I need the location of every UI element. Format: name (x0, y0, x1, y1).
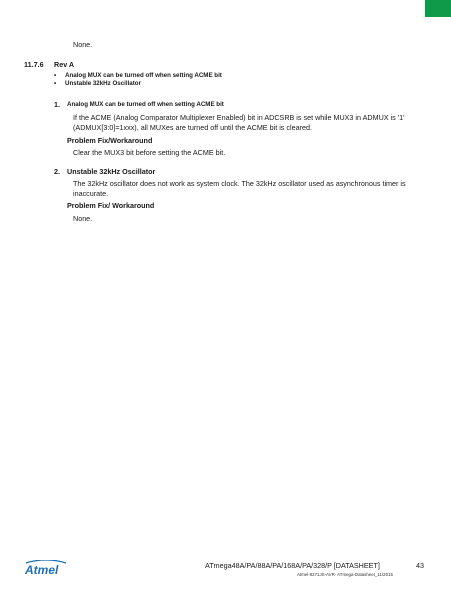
footer-doc-title: ATmega48A/PA/88A/PA/168A/PA/328/P [DATASHEET] (205, 561, 380, 570)
section-title: Rev A (54, 60, 75, 69)
section-number: 11.7.6 (24, 60, 44, 69)
item-1-line-2: (ADMUX[3:0]=1xxx), all MUXes are turned off until the ACME bit is cleared. (73, 123, 312, 132)
atmel-logo-mark (24, 560, 68, 576)
item-2-line-2: inaccurate. (73, 189, 109, 198)
item-2-fix-text: None. (73, 214, 93, 223)
bullet-item: • Unstable 32kHz Oscillator (54, 80, 141, 87)
item-1-number: 1. (54, 100, 60, 109)
item-2-title: Unstable 32kHz Oscillator (67, 167, 156, 176)
svg-text:Atmel: Atmel (25, 563, 59, 576)
item-1-title: Analog MUX can be turned off when setting ACME bit (67, 101, 224, 108)
atmel-logo (24, 560, 68, 576)
item-2-number: 2. (54, 167, 60, 176)
bullet-item: • Analog MUX can be turned off when setting ACME bit (54, 72, 222, 79)
footer-doc-id: Atmel-8271JS-AVR- ATmega-Datasheet_11/2015 (297, 572, 393, 577)
item-2-fix-label: Problem Fix/ Workaround (67, 201, 155, 210)
item-2-line-1: The 32kHz oscillator does not work as system clock. The 32kHz oscillator used as asynchronous timer is (73, 179, 406, 188)
intro-none-text: None. (73, 40, 93, 49)
item-1-line-1: If the ACME (Analog Comparator Multiplexer Enabled) bit in ADCSRB is set while MUX3 in ADMUX is '1' (73, 113, 405, 122)
header-accent-bar (425, 0, 451, 17)
section-bullet-list (54, 72, 222, 88)
item-1-fix-label: Problem Fix/Workaround (67, 136, 153, 145)
item-1-fix-text: Clear the MUX3 bit before setting the ACME bit. (73, 148, 226, 157)
footer-page-number: 43 (416, 561, 424, 570)
